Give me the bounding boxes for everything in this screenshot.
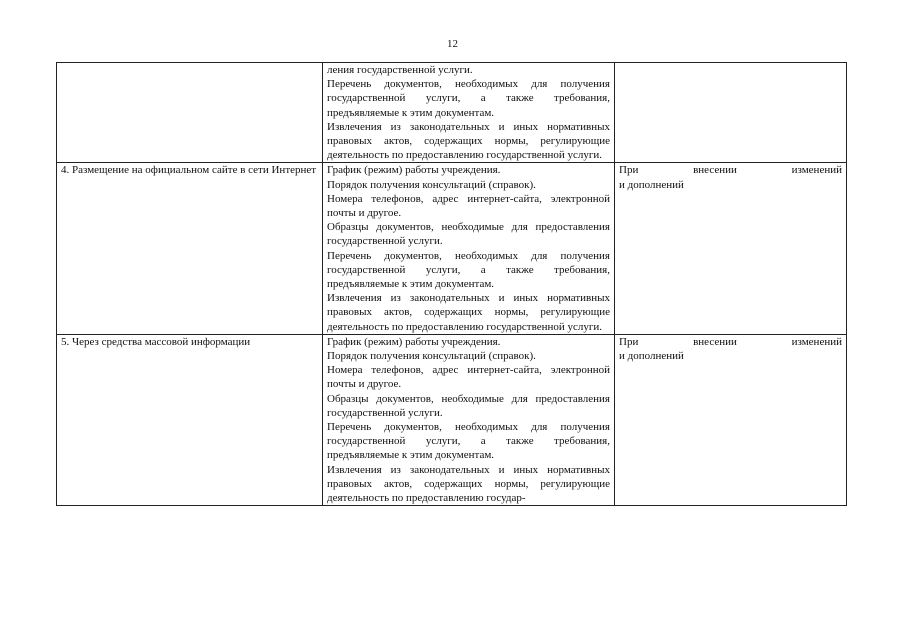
timing-lead: При внесении изменений: [619, 164, 842, 177]
channel-cell: [57, 63, 323, 163]
info-cell: [323, 334, 615, 505]
channel-cell: 5. Через средства массовой информации: [57, 334, 323, 505]
timing-cell: [615, 334, 847, 505]
info-cell: [323, 63, 615, 163]
info-line: График (режим) работы учреждения.: [327, 335, 501, 348]
info-line: Перечень документов, необходимых для получения государственной услуги, а также требования, предъявляемые к этим документам.: [327, 249, 610, 291]
info-table: [56, 62, 847, 506]
info-line: Порядок получения консультаций (справок).: [327, 178, 536, 191]
table-row: [57, 334, 847, 505]
timing-lead: При внесении изменений: [619, 335, 842, 348]
timing-cell: [615, 63, 847, 163]
table-row: [57, 163, 847, 334]
info-line: Перечень документов, необходимых для получения государственной услуги, а также требования, предъявляемые к этим документам.: [327, 421, 610, 462]
info-line: ления государственной услуги.: [327, 64, 473, 76]
timing-rest: и дополнений: [619, 178, 684, 191]
info-line: Извлечения из законодательных и иных нормативных правовых актов, содержащих нормы, регулирующие деятельность по предоставлению государ-: [327, 463, 610, 505]
info-line: Номера телефонов, адрес интернет-сайта, электронной почты и другое.: [327, 192, 610, 220]
info-line: Извлечения из законодательных и иных нормативных правовых актов, содержащих нормы, регулирующие деятельность по предоставлению государственной услуги.: [327, 120, 610, 162]
timing-rest: и дополнений: [619, 350, 684, 363]
info-line: Номера телефонов, адрес интернет-сайта, электронной почты и другое.: [327, 364, 610, 391]
info-line: График (режим) работы учреждения.: [327, 164, 501, 177]
info-line: Порядок получения консультаций (справок).: [327, 350, 536, 363]
page-number: 12: [447, 38, 458, 50]
info-line: Образцы документов, необходимые для предоставления государственной услуги.: [327, 221, 610, 248]
timing-cell: [615, 163, 847, 334]
info-cell: [323, 163, 615, 334]
channel-cell: 4. Размещение на официальном сайте в сети Интернет: [57, 163, 323, 334]
info-line: Перечень документов, необходимых для получения государственной услуги, а также требования, предъявляемые к этим документам.: [327, 78, 610, 119]
info-line: Образцы документов, необходимые для предоставления государственной услуги.: [327, 392, 610, 419]
info-line: Извлечения из законодательных и иных нормативных правовых актов, содержащих нормы, регулирующие деятельность по предоставлению государственной услуги.: [327, 292, 610, 333]
table-row: [57, 63, 847, 163]
